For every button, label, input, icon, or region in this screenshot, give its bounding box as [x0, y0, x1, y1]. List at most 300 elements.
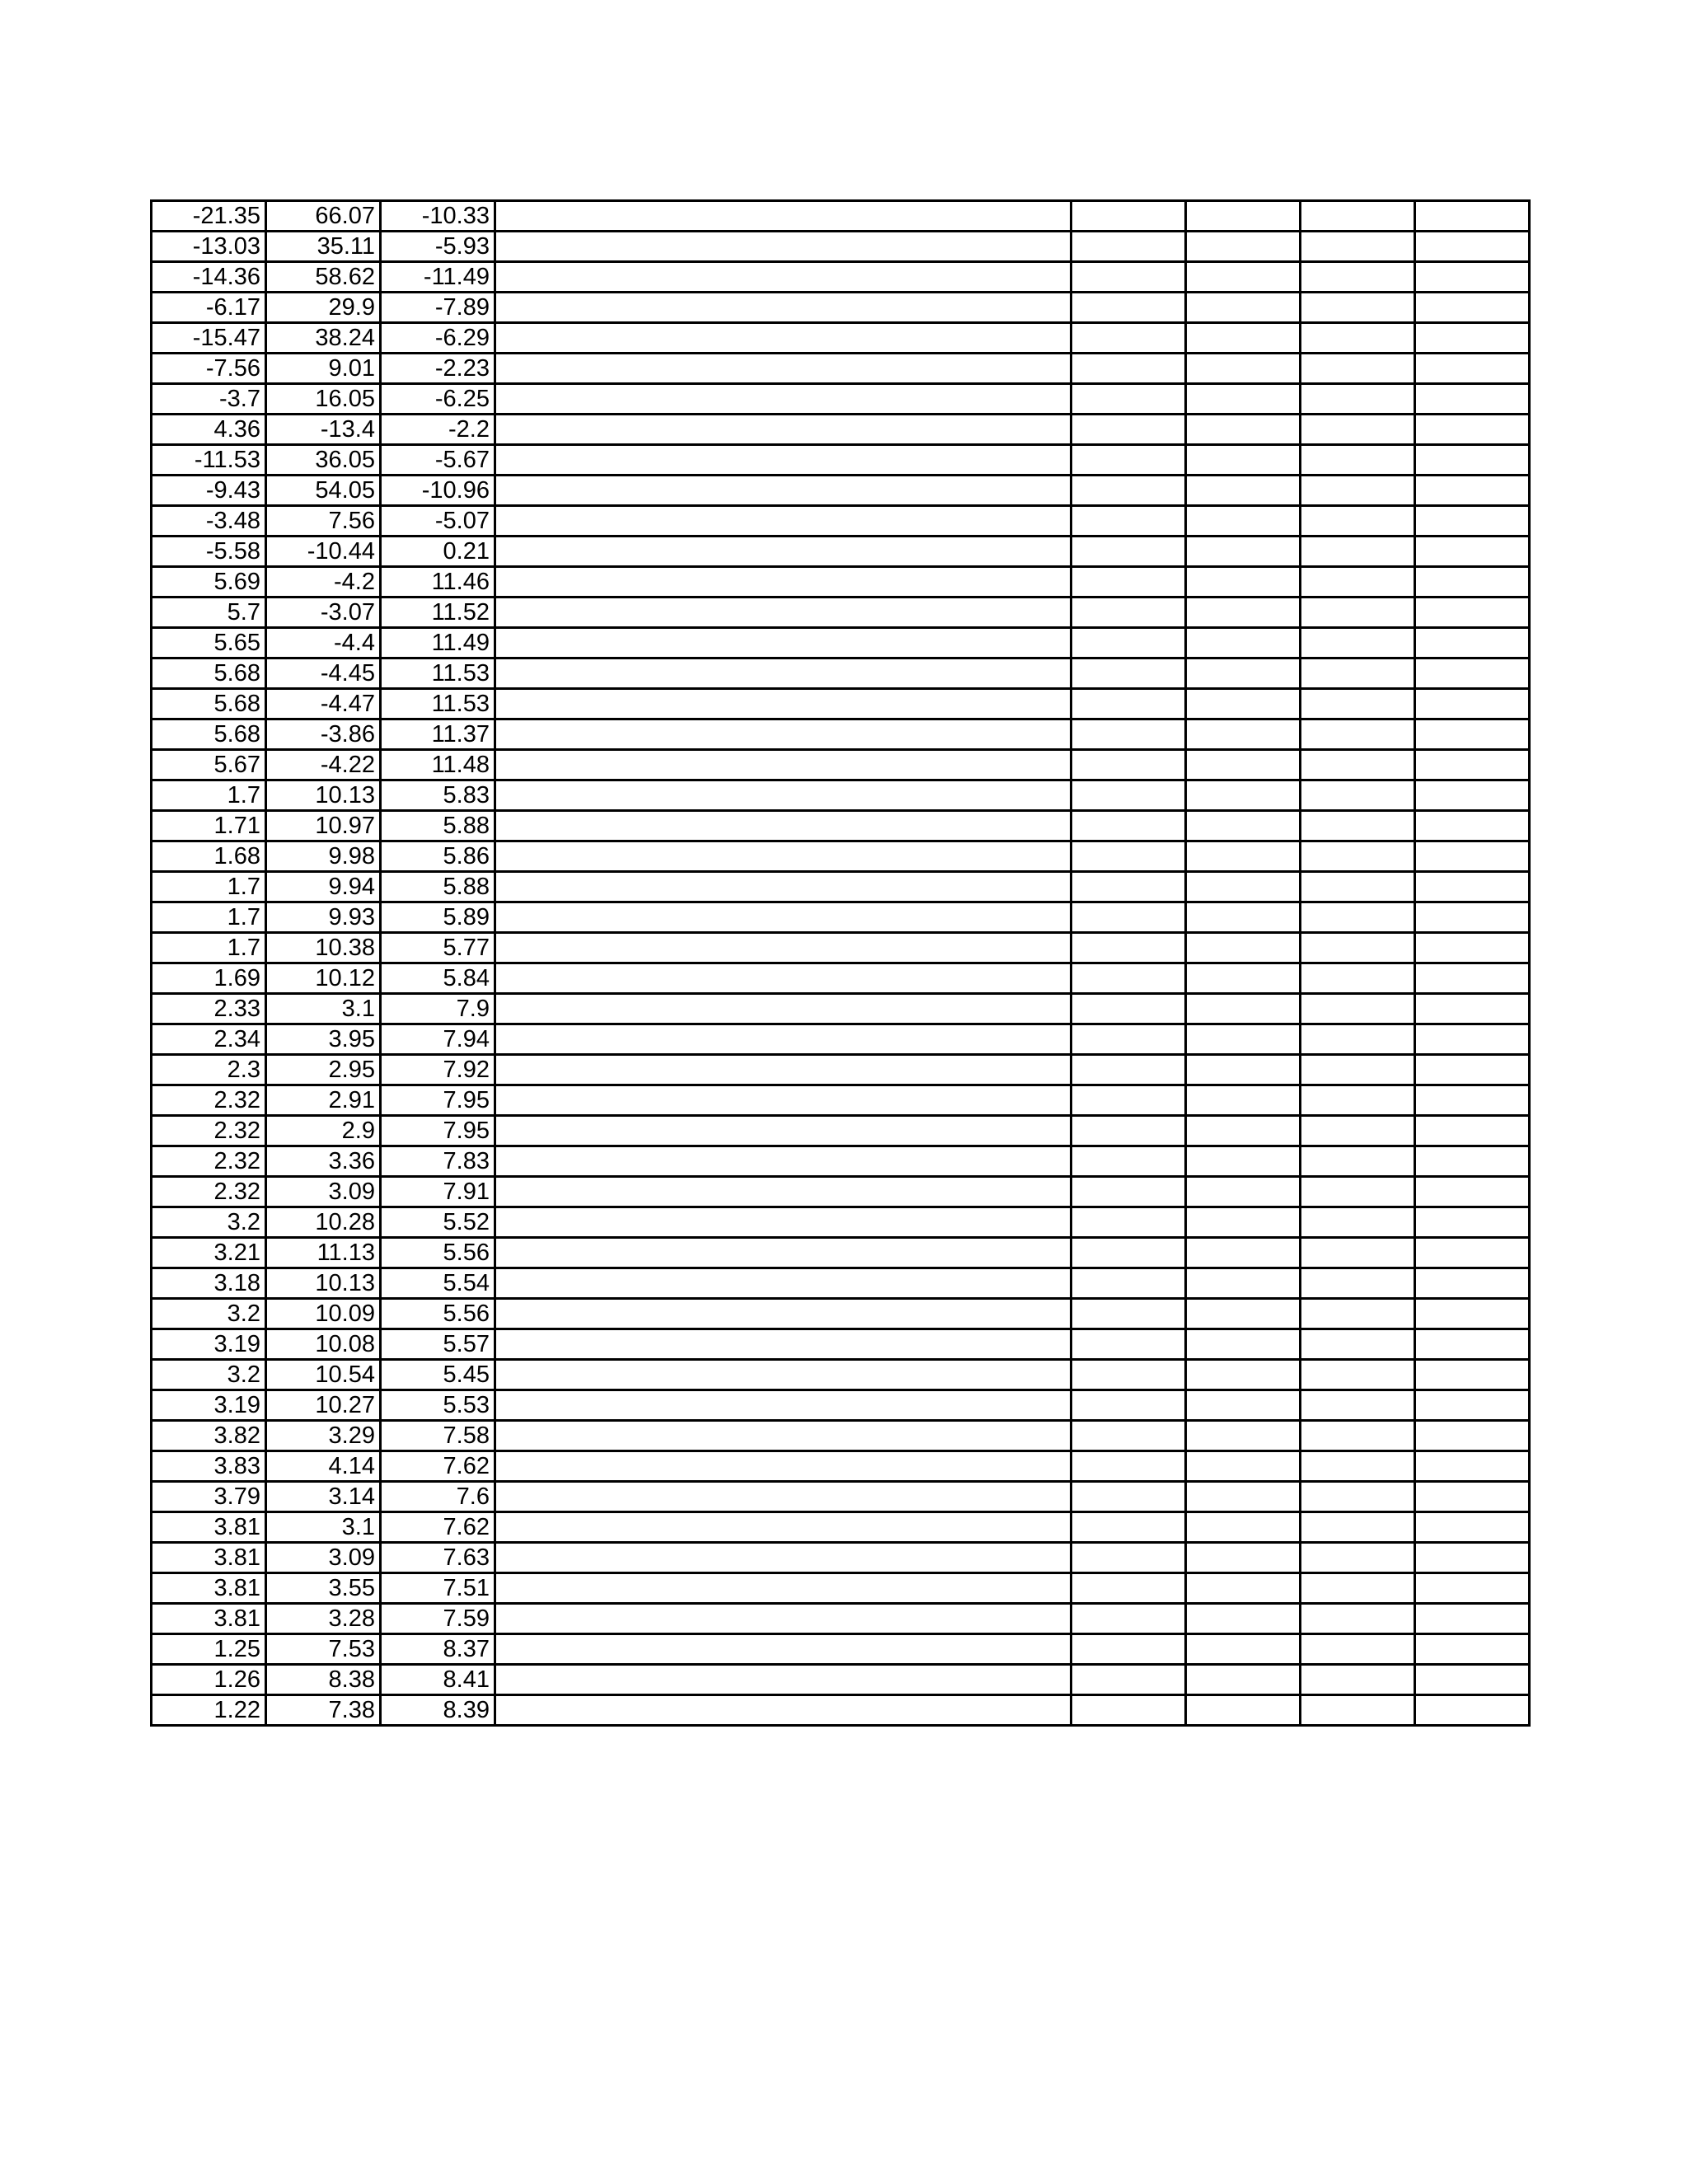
empty-cell: [1071, 1573, 1186, 1604]
empty-cell: [1301, 963, 1415, 994]
empty-cell: [1071, 658, 1186, 689]
empty-cell: [1071, 293, 1186, 323]
empty-cell: [1071, 963, 1186, 994]
empty-cell: [1186, 567, 1301, 598]
col-c-cell: -11.49: [381, 262, 495, 293]
empty-cell: [1301, 1482, 1415, 1512]
empty-cell: [495, 384, 1071, 415]
table-row: [152, 1268, 1530, 1299]
empty-cell: [495, 719, 1071, 750]
table-row: [152, 262, 1530, 293]
empty-cell: [495, 354, 1071, 384]
col-c-cell: -6.25: [381, 384, 495, 415]
col-c-cell: -7.89: [381, 293, 495, 323]
empty-cell: [1071, 750, 1186, 780]
empty-cell: [1186, 506, 1301, 537]
empty-cell: [1301, 933, 1415, 963]
empty-cell: [1186, 658, 1301, 689]
col-c-cell: 5.54: [381, 1268, 495, 1299]
col-a-cell: 3.2: [152, 1299, 266, 1329]
col-c-cell: 7.62: [381, 1512, 495, 1543]
table-row: [152, 476, 1530, 506]
col-a-cell: 2.32: [152, 1177, 266, 1207]
col-c-cell: 5.86: [381, 841, 495, 872]
empty-cell: [1301, 1634, 1415, 1665]
col-b-cell: -4.22: [266, 750, 381, 780]
col-a-cell: 3.2: [152, 1360, 266, 1390]
col-c-cell: 7.6: [381, 1482, 495, 1512]
col-a-cell: 2.34: [152, 1024, 266, 1055]
col-c-cell: 5.77: [381, 933, 495, 963]
empty-cell: [1071, 262, 1186, 293]
empty-cell: [1415, 201, 1530, 232]
empty-cell: [1301, 567, 1415, 598]
table-row: [152, 1360, 1530, 1390]
empty-cell: [495, 689, 1071, 719]
empty-cell: [1186, 1207, 1301, 1238]
empty-cell: [1415, 445, 1530, 476]
col-b-cell: 10.28: [266, 1207, 381, 1238]
col-a-cell: 2.32: [152, 1146, 266, 1177]
col-b-cell: 3.36: [266, 1146, 381, 1177]
col-c-cell: 5.56: [381, 1299, 495, 1329]
col-b-cell: 3.55: [266, 1573, 381, 1604]
empty-cell: [1301, 902, 1415, 933]
empty-cell: [1415, 1512, 1530, 1543]
col-c-cell: 7.59: [381, 1604, 495, 1634]
empty-cell: [1415, 1329, 1530, 1360]
empty-cell: [1186, 323, 1301, 354]
empty-cell: [1071, 1329, 1186, 1360]
table-row: [152, 598, 1530, 628]
empty-cell: [1186, 628, 1301, 658]
col-b-cell: 10.97: [266, 811, 381, 841]
empty-cell: [1071, 415, 1186, 445]
empty-cell: [1071, 201, 1186, 232]
col-a-cell: 1.69: [152, 963, 266, 994]
empty-cell: [495, 963, 1071, 994]
empty-cell: [1415, 1451, 1530, 1482]
empty-cell: [1301, 658, 1415, 689]
empty-cell: [495, 598, 1071, 628]
col-c-cell: 5.84: [381, 963, 495, 994]
empty-cell: [1301, 201, 1415, 232]
empty-cell: [1415, 262, 1530, 293]
empty-cell: [1301, 1116, 1415, 1146]
col-b-cell: 11.13: [266, 1238, 381, 1268]
empty-cell: [1186, 1024, 1301, 1055]
empty-cell: [1186, 1634, 1301, 1665]
empty-cell: [1186, 1390, 1301, 1421]
col-a-cell: 2.32: [152, 1085, 266, 1116]
empty-cell: [495, 1421, 1071, 1451]
empty-cell: [495, 628, 1071, 658]
empty-cell: [1301, 1604, 1415, 1634]
empty-cell: [1186, 841, 1301, 872]
table-row: [152, 567, 1530, 598]
empty-cell: [1301, 750, 1415, 780]
empty-cell: [1415, 598, 1530, 628]
empty-cell: [1301, 1085, 1415, 1116]
table-row: [152, 689, 1530, 719]
empty-cell: [1301, 1024, 1415, 1055]
table-row: [152, 1451, 1530, 1482]
col-a-cell: -3.7: [152, 384, 266, 415]
col-c-cell: 5.56: [381, 1238, 495, 1268]
empty-cell: [1301, 1543, 1415, 1573]
empty-cell: [1301, 537, 1415, 567]
col-c-cell: 5.57: [381, 1329, 495, 1360]
table-row: [152, 1543, 1530, 1573]
col-b-cell: 29.9: [266, 293, 381, 323]
empty-cell: [1301, 689, 1415, 719]
table-row: [152, 1299, 1530, 1329]
empty-cell: [495, 1604, 1071, 1634]
empty-cell: [1071, 1116, 1186, 1146]
empty-cell: [1186, 689, 1301, 719]
empty-cell: [1071, 1543, 1186, 1573]
empty-cell: [1186, 750, 1301, 780]
empty-cell: [1415, 1085, 1530, 1116]
col-b-cell: 3.09: [266, 1543, 381, 1573]
col-a-cell: 1.25: [152, 1634, 266, 1665]
col-b-cell: 10.54: [266, 1360, 381, 1390]
col-b-cell: 3.14: [266, 1482, 381, 1512]
table-row: [152, 354, 1530, 384]
col-a-cell: 3.81: [152, 1573, 266, 1604]
empty-cell: [1301, 445, 1415, 476]
table-row: [152, 658, 1530, 689]
col-a-cell: -9.43: [152, 476, 266, 506]
empty-cell: [1071, 933, 1186, 963]
empty-cell: [1301, 780, 1415, 811]
col-b-cell: 3.95: [266, 1024, 381, 1055]
empty-cell: [1301, 476, 1415, 506]
empty-cell: [1071, 1207, 1186, 1238]
col-b-cell: -10.44: [266, 537, 381, 567]
empty-cell: [495, 1543, 1071, 1573]
col-a-cell: 1.7: [152, 872, 266, 902]
empty-cell: [1071, 1512, 1186, 1543]
empty-cell: [1071, 1421, 1186, 1451]
col-a-cell: 2.32: [152, 1116, 266, 1146]
empty-cell: [1186, 780, 1301, 811]
col-c-cell: 5.88: [381, 811, 495, 841]
col-b-cell: 66.07: [266, 201, 381, 232]
col-b-cell: 58.62: [266, 262, 381, 293]
empty-cell: [495, 1116, 1071, 1146]
table-row: [152, 994, 1530, 1024]
col-c-cell: 11.49: [381, 628, 495, 658]
col-b-cell: 35.11: [266, 232, 381, 262]
col-b-cell: 9.01: [266, 354, 381, 384]
empty-cell: [1071, 1024, 1186, 1055]
col-a-cell: -6.17: [152, 293, 266, 323]
empty-cell: [1301, 232, 1415, 262]
col-b-cell: 3.28: [266, 1604, 381, 1634]
empty-cell: [1186, 262, 1301, 293]
col-b-cell: 54.05: [266, 476, 381, 506]
col-c-cell: -5.07: [381, 506, 495, 537]
empty-cell: [1415, 1116, 1530, 1146]
empty-cell: [1301, 415, 1415, 445]
empty-cell: [1186, 1421, 1301, 1451]
empty-cell: [1301, 1146, 1415, 1177]
empty-cell: [1301, 1055, 1415, 1085]
col-a-cell: 3.19: [152, 1329, 266, 1360]
col-b-cell: 10.13: [266, 1268, 381, 1299]
empty-cell: [495, 1329, 1071, 1360]
col-c-cell: 7.95: [381, 1116, 495, 1146]
empty-cell: [1415, 415, 1530, 445]
table-row: [152, 1604, 1530, 1634]
table-row: [152, 1573, 1530, 1604]
empty-cell: [1071, 1299, 1186, 1329]
col-a-cell: 1.7: [152, 780, 266, 811]
empty-cell: [1301, 384, 1415, 415]
empty-cell: [1415, 1695, 1530, 1726]
empty-cell: [1186, 1604, 1301, 1634]
table-row: [152, 841, 1530, 872]
col-b-cell: 3.09: [266, 1177, 381, 1207]
col-c-cell: 7.91: [381, 1177, 495, 1207]
empty-cell: [1301, 872, 1415, 902]
empty-cell: [495, 1451, 1071, 1482]
col-a-cell: 5.68: [152, 658, 266, 689]
empty-cell: [1415, 293, 1530, 323]
empty-cell: [495, 1390, 1071, 1421]
empty-cell: [1071, 1604, 1186, 1634]
empty-cell: [1301, 1299, 1415, 1329]
empty-cell: [1415, 1604, 1530, 1634]
col-c-cell: 7.58: [381, 1421, 495, 1451]
empty-cell: [1301, 1390, 1415, 1421]
empty-cell: [1186, 354, 1301, 384]
empty-cell: [1415, 1299, 1530, 1329]
col-c-cell: 11.53: [381, 689, 495, 719]
empty-cell: [1415, 1390, 1530, 1421]
empty-cell: [1415, 902, 1530, 933]
col-a-cell: -13.03: [152, 232, 266, 262]
empty-cell: [495, 1360, 1071, 1390]
col-c-cell: -5.93: [381, 232, 495, 262]
empty-cell: [1186, 1573, 1301, 1604]
empty-cell: [1415, 689, 1530, 719]
empty-cell: [1071, 1634, 1186, 1665]
empty-cell: [495, 780, 1071, 811]
empty-cell: [1415, 354, 1530, 384]
empty-cell: [495, 1573, 1071, 1604]
empty-cell: [1071, 598, 1186, 628]
col-c-cell: 5.52: [381, 1207, 495, 1238]
empty-cell: [1186, 872, 1301, 902]
empty-cell: [1415, 658, 1530, 689]
table-row: [152, 750, 1530, 780]
table-row: [152, 1482, 1530, 1512]
empty-cell: [1186, 232, 1301, 262]
col-c-cell: 7.63: [381, 1543, 495, 1573]
empty-cell: [1415, 323, 1530, 354]
col-b-cell: 7.53: [266, 1634, 381, 1665]
empty-cell: [495, 811, 1071, 841]
empty-cell: [1186, 1329, 1301, 1360]
empty-cell: [1415, 719, 1530, 750]
empty-cell: [1415, 1177, 1530, 1207]
empty-cell: [1186, 994, 1301, 1024]
col-c-cell: 7.92: [381, 1055, 495, 1085]
empty-cell: [1071, 872, 1186, 902]
col-a-cell: 3.81: [152, 1604, 266, 1634]
empty-cell: [1186, 1238, 1301, 1268]
table-row: [152, 1390, 1530, 1421]
empty-cell: [1301, 262, 1415, 293]
col-a-cell: 4.36: [152, 415, 266, 445]
col-b-cell: 38.24: [266, 323, 381, 354]
empty-cell: [1186, 537, 1301, 567]
table-row: [152, 1512, 1530, 1543]
table-row: [152, 201, 1530, 232]
empty-cell: [1186, 1360, 1301, 1390]
col-c-cell: 11.52: [381, 598, 495, 628]
empty-cell: [1301, 1207, 1415, 1238]
col-b-cell: -3.86: [266, 719, 381, 750]
empty-cell: [1071, 1177, 1186, 1207]
empty-cell: [1415, 994, 1530, 1024]
empty-cell: [1186, 598, 1301, 628]
table-row: [152, 1177, 1530, 1207]
table-row: [152, 719, 1530, 750]
empty-cell: [1071, 1055, 1186, 1085]
col-a-cell: -14.36: [152, 262, 266, 293]
col-b-cell: -13.4: [266, 415, 381, 445]
table-row: [152, 506, 1530, 537]
empty-cell: [1415, 1146, 1530, 1177]
empty-cell: [495, 1299, 1071, 1329]
empty-cell: [1301, 293, 1415, 323]
col-a-cell: -11.53: [152, 445, 266, 476]
table-row: [152, 1421, 1530, 1451]
empty-cell: [495, 537, 1071, 567]
col-a-cell: 3.79: [152, 1482, 266, 1512]
empty-cell: [1071, 323, 1186, 354]
table-body: [152, 201, 1530, 1726]
empty-cell: [1415, 933, 1530, 963]
col-a-cell: 5.68: [152, 719, 266, 750]
empty-cell: [1186, 933, 1301, 963]
col-c-cell: 8.39: [381, 1695, 495, 1726]
table-row: [152, 872, 1530, 902]
empty-cell: [1071, 384, 1186, 415]
empty-cell: [495, 994, 1071, 1024]
empty-cell: [495, 415, 1071, 445]
col-a-cell: -15.47: [152, 323, 266, 354]
col-b-cell: -4.47: [266, 689, 381, 719]
table-row: [152, 293, 1530, 323]
col-c-cell: 8.37: [381, 1634, 495, 1665]
empty-cell: [1071, 1665, 1186, 1695]
table-row: [152, 445, 1530, 476]
empty-cell: [1301, 1512, 1415, 1543]
col-c-cell: 7.9: [381, 994, 495, 1024]
empty-cell: [1071, 476, 1186, 506]
empty-cell: [1071, 445, 1186, 476]
empty-cell: [1415, 1360, 1530, 1390]
table-row: [152, 1634, 1530, 1665]
empty-cell: [495, 1055, 1071, 1085]
empty-cell: [1415, 1238, 1530, 1268]
col-a-cell: 1.26: [152, 1665, 266, 1695]
empty-cell: [495, 1207, 1071, 1238]
empty-cell: [1415, 1024, 1530, 1055]
col-a-cell: 3.21: [152, 1238, 266, 1268]
col-b-cell: 2.95: [266, 1055, 381, 1085]
col-c-cell: 7.94: [381, 1024, 495, 1055]
empty-cell: [1071, 506, 1186, 537]
empty-cell: [1415, 567, 1530, 598]
empty-cell: [1415, 1207, 1530, 1238]
col-b-cell: 9.98: [266, 841, 381, 872]
table-row: [152, 1024, 1530, 1055]
empty-cell: [1071, 1268, 1186, 1299]
col-b-cell: 10.38: [266, 933, 381, 963]
empty-cell: [495, 567, 1071, 598]
empty-cell: [495, 1238, 1071, 1268]
col-c-cell: -6.29: [381, 323, 495, 354]
col-a-cell: 5.69: [152, 567, 266, 598]
empty-cell: [1415, 1573, 1530, 1604]
empty-cell: [1071, 537, 1186, 567]
empty-cell: [1186, 384, 1301, 415]
empty-cell: [1415, 1268, 1530, 1299]
empty-cell: [1071, 1451, 1186, 1482]
col-c-cell: 11.37: [381, 719, 495, 750]
empty-cell: [1071, 1390, 1186, 1421]
col-b-cell: -4.4: [266, 628, 381, 658]
table-row: [152, 1146, 1530, 1177]
empty-cell: [1071, 994, 1186, 1024]
col-b-cell: 10.27: [266, 1390, 381, 1421]
empty-cell: [1415, 628, 1530, 658]
empty-cell: [1186, 963, 1301, 994]
col-c-cell: 11.53: [381, 658, 495, 689]
empty-cell: [1415, 963, 1530, 994]
col-b-cell: -3.07: [266, 598, 381, 628]
table-row: [152, 1207, 1530, 1238]
empty-cell: [1186, 1451, 1301, 1482]
table-row: [152, 232, 1530, 262]
table-row: [152, 811, 1530, 841]
col-b-cell: 10.08: [266, 1329, 381, 1360]
empty-cell: [1301, 811, 1415, 841]
empty-cell: [1071, 628, 1186, 658]
col-a-cell: 5.67: [152, 750, 266, 780]
col-c-cell: 8.41: [381, 1665, 495, 1695]
table-row: [152, 780, 1530, 811]
col-b-cell: 16.05: [266, 384, 381, 415]
empty-cell: [1301, 1177, 1415, 1207]
col-b-cell: -4.45: [266, 658, 381, 689]
empty-cell: [1071, 232, 1186, 262]
col-b-cell: 2.91: [266, 1085, 381, 1116]
col-a-cell: 3.81: [152, 1512, 266, 1543]
col-a-cell: 5.65: [152, 628, 266, 658]
empty-cell: [1301, 994, 1415, 1024]
empty-cell: [495, 750, 1071, 780]
empty-cell: [495, 201, 1071, 232]
empty-cell: [495, 1512, 1071, 1543]
table-row: [152, 1695, 1530, 1726]
col-a-cell: 3.19: [152, 1390, 266, 1421]
